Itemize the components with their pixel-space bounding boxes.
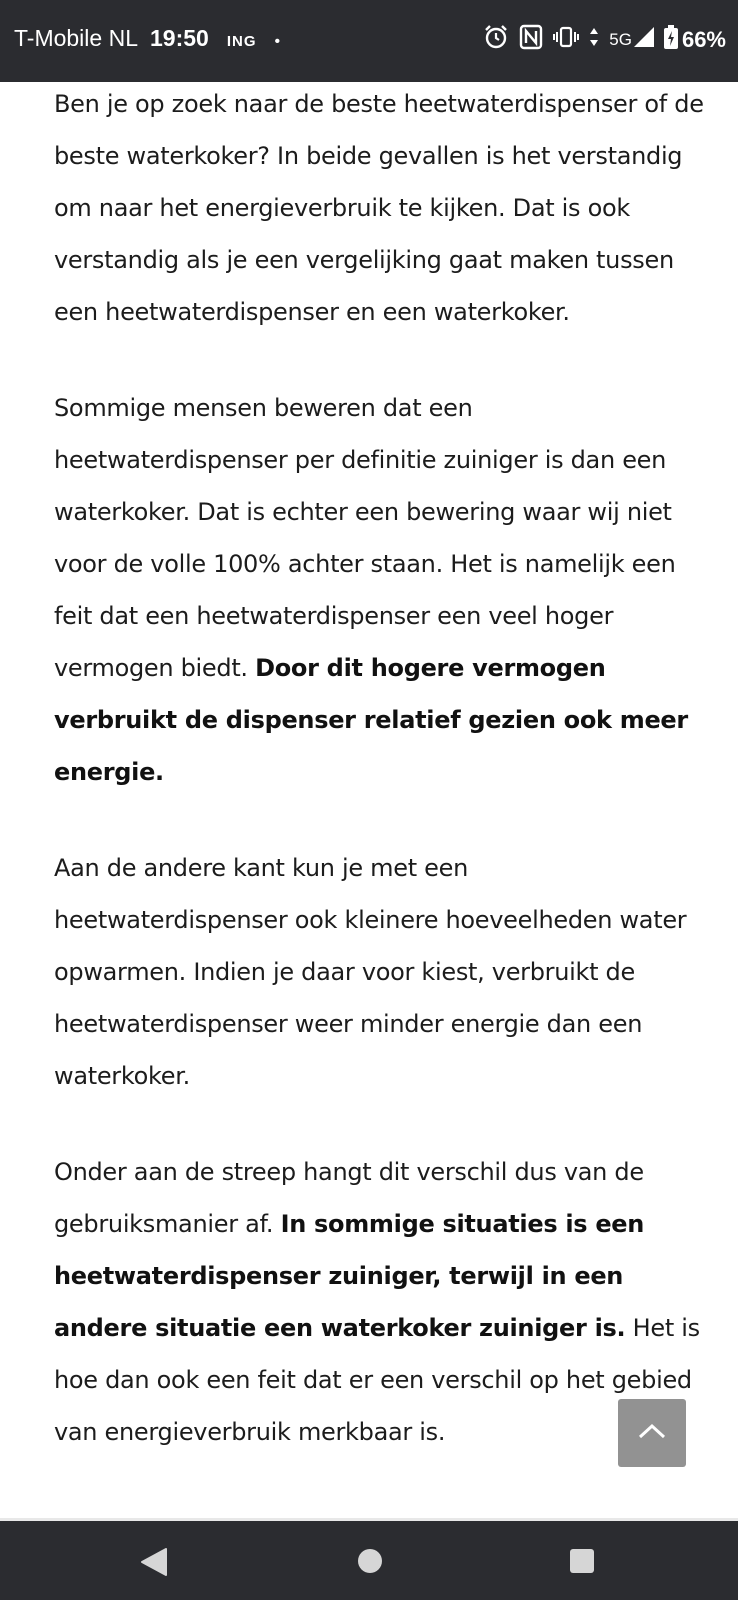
- article-paragraph: [54, 1146, 704, 1458]
- paragraph-text-after: Het is hoe dan ook een feit dat er een verschil op het gebied van energieverbruik merkbaar is.: [54, 1314, 700, 1446]
- vibrate-icon: [553, 26, 579, 54]
- paragraph-text: Onder aan de streep hangt dit verschil dus van de gebruiksmanier af.: [54, 1158, 644, 1238]
- status-bar: [0, 0, 738, 82]
- navigation-bar: [0, 1518, 738, 1600]
- carrier-label: T-Mobile NL: [14, 25, 138, 51]
- paragraph-bold-text: In sommige situaties is een heetwaterdispenser zuiniger, terwijl in een andere situatie een waterkoker zuiniger is.: [54, 1210, 645, 1342]
- data-arrows-icon: [589, 26, 599, 54]
- paragraph-text: Ben je op zoek naar de beste heetwaterdispenser of de beste waterkoker? In beide gevallen is het verstandig om naar het energieverbruik te kijken. Dat is ook verstandig als je een vergelijking gaat maken tussen een heetwaterdispenser en een waterkoker.: [54, 90, 704, 326]
- article-paragraph: [54, 382, 704, 798]
- battery-percentage: 66%: [681, 27, 726, 52]
- scroll-to-top-button[interactable]: [618, 1399, 686, 1467]
- network-type: 5G: [609, 30, 632, 49]
- recents-icon[interactable]: [569, 1548, 595, 1579]
- status-right: [473, 24, 726, 56]
- alarm-icon: [483, 24, 509, 56]
- paragraph-text: Sommige mensen beweren dat een heetwaterdispenser per definitie zuiniger is dan een waterkoker. Dat is echter een bewering waar wij niet voor de volle 100% achter staan. Het is namelijk een feit dat een heetwaterdispenser een veel hoger vermogen biedt.: [54, 394, 676, 682]
- battery-icon: [664, 25, 678, 55]
- paragraph-text: Aan de andere kant kun je met een heetwaterdispenser ook kleinere hoeveelheden water opwarmen. Indien je daar voor kiest, verbruikt de heetwaterdispenser weer minder energie dan een waterkoker.: [54, 854, 687, 1090]
- home-icon[interactable]: [357, 1548, 383, 1579]
- back-icon[interactable]: [140, 1547, 168, 1582]
- chevron-up-icon: [637, 1422, 667, 1445]
- clock: 19:50: [149, 25, 209, 51]
- paragraph-bold-text: Door dit hogere vermogen verbruikt de dispenser relatief gezien ook meer energie.: [54, 654, 688, 786]
- article-paragraph: [54, 842, 704, 1102]
- notification-dot: •: [274, 33, 281, 50]
- article-body: [54, 78, 704, 1502]
- signal-icon: [634, 27, 654, 53]
- status-left: [14, 25, 280, 52]
- article-paragraph: [54, 78, 704, 338]
- nfc-icon: [519, 24, 543, 56]
- notification-app-label: ING: [226, 33, 257, 50]
